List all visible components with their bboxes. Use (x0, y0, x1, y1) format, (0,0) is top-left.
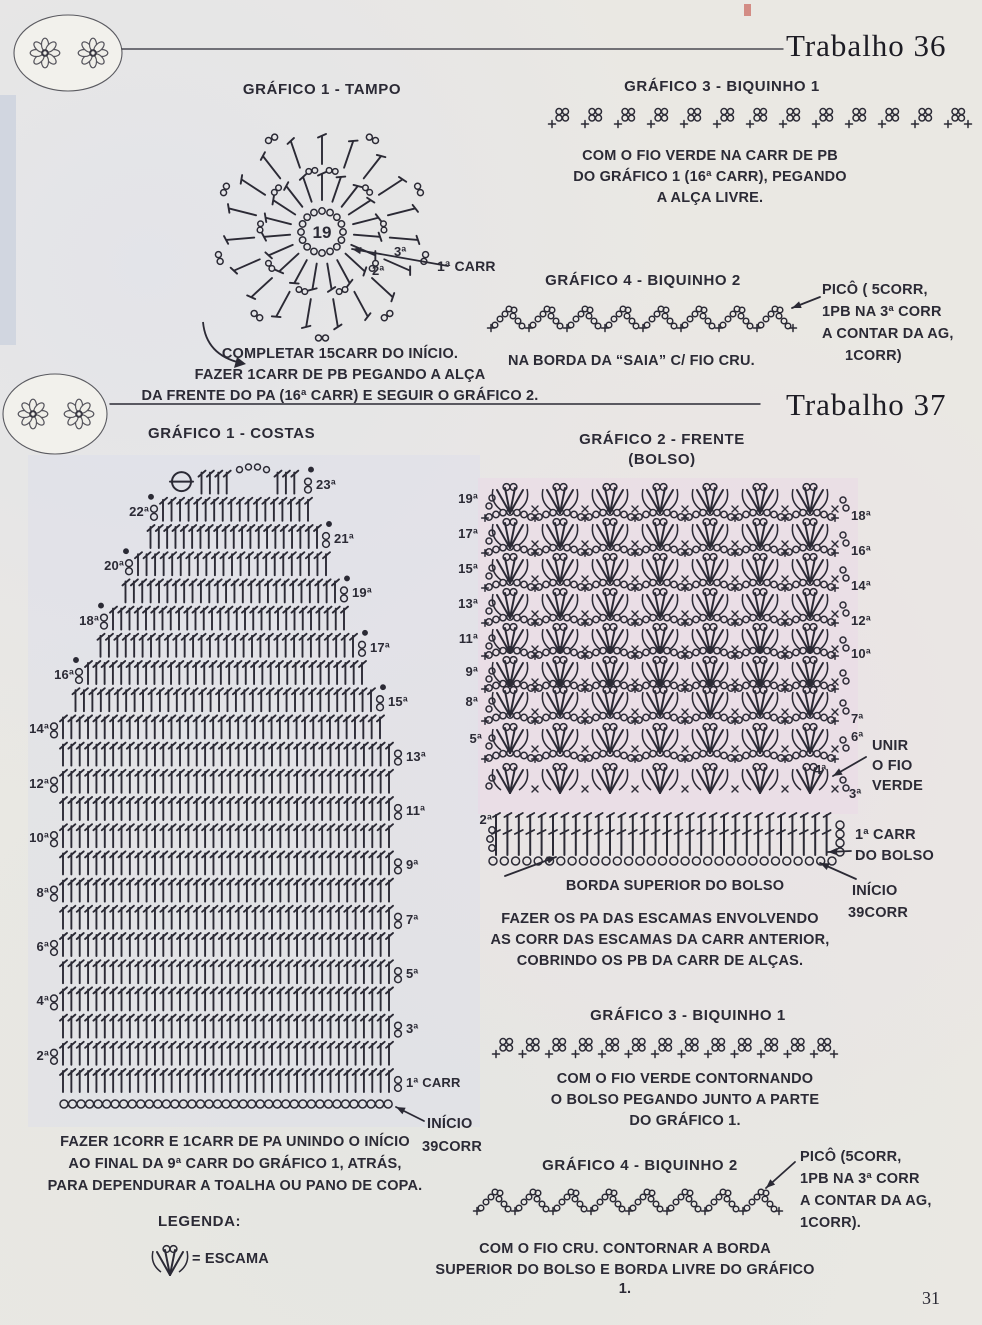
t36-tampo-note-1: COMPLETAR 15CARR DO INÍCIO. (221, 346, 459, 362)
costas-row-label: 20ª (104, 558, 124, 574)
frente-row-label: 12ª (851, 613, 871, 628)
costas-row-label: 11ª (406, 803, 426, 818)
frente-row-label: 8ª (465, 694, 478, 709)
t36-grafico1-title: GRÁFICO 1 - TAMPO (242, 81, 402, 98)
trabalho36-title: Trabalho 36 (786, 28, 947, 63)
t37-picot-note-2: 1PB NA 3ª CORR (800, 1171, 920, 1187)
t37-costas-note-3: PARA DEPENDURAR A TOALHA OU PANO DE COPA. (47, 1178, 423, 1194)
costas-row-label: 21ª (334, 531, 354, 546)
t37-grafico3-note-1: COM O FIO VERDE CONTORNANDO (556, 1071, 814, 1087)
t37-grafico2-title-1: GRÁFICO 2 - FRENTE (579, 431, 745, 448)
tampo-center-count: 19 (312, 223, 332, 242)
costas-row-label: 3ª (406, 1020, 419, 1036)
t37-grafico3-note-3: DO GRÁFICO 1. (629, 1113, 741, 1129)
t37-grafico4-note-2: SUPERIOR DO BOLSO E BORDA LIVRE DO GRÁFICO 1. (435, 1262, 815, 1297)
t37-grafico2-note-1: FAZER OS PA DAS ESCAMAS ENVOLVENDO (501, 911, 819, 927)
frente-row-label: 19ª (458, 491, 478, 506)
t36-tampo-note-2: FAZER 1CARR DE PB PEGANDO A ALÇA (194, 367, 486, 383)
t36-grafico4-title: GRÁFICO 4 - BIQUINHO 2 (545, 272, 741, 289)
t36-grafico3-note-2: DO GRÁFICO 1 (16ª CARR), PEGANDO (573, 169, 847, 185)
t37-grafico2-note-3: COBRINDO OS PB DA CARR DE ALÇAS. (516, 953, 804, 969)
t37-grafico4-title: GRÁFICO 4 - BIQUINHO 2 (542, 1157, 738, 1174)
frente-row-label: 4ª (814, 762, 827, 777)
t36-tampo-note-3: DA FRENTE DO PA (16ª CARR) E SEGUIR O GRÁFICO 2. (141, 388, 539, 404)
frente-row-label: 3ª (849, 786, 862, 801)
t36-biquinho1-row (549, 109, 972, 128)
t37-picot-note-3: A CONTAR DA AG, (800, 1193, 932, 1209)
frente-row-label: 7ª (851, 711, 864, 726)
t36-tampo-label-2a: 2ª (372, 263, 385, 278)
costas-row-label: 22ª (129, 503, 149, 519)
costas-row-label: 15ª (388, 694, 408, 710)
t36-picot-note-1: PICÔ ( 5CORR, (822, 282, 928, 298)
frente-row-label: 6ª (851, 729, 864, 744)
frente-row-label: 17ª (458, 526, 478, 541)
frente-row-label: 10ª (851, 646, 871, 661)
t37-costas-inicio-2: 39CORR (422, 1139, 483, 1155)
costas-row-label: 23ª (316, 476, 336, 492)
t37-biquinho1-row (493, 1039, 838, 1058)
t36-grafico3-note-3: A ALÇA LIVRE. (656, 190, 764, 206)
frente-row-label: 18ª (851, 508, 871, 523)
t37-frente-inicio-2: 39CORR (848, 905, 909, 921)
costas-row-label: 13ª (406, 748, 426, 764)
t36-tampo-label-1carr: 1ª CARR (437, 258, 496, 274)
frente-row-label: 15ª (458, 561, 478, 576)
frente-row-label: 9ª (465, 664, 478, 679)
frente-row-label: 14ª (851, 578, 871, 593)
t36-picot-note-4: 1CORR) (845, 348, 902, 364)
t37-costas-inicio-1: INÍCIO (427, 1116, 473, 1132)
t37-frente-unir-3: VERDE (872, 778, 923, 794)
t37-grafico1-title: GRÁFICO 1 - COSTAS (148, 425, 316, 442)
t37-frente-borda-label: BORDA SUPERIOR DO BOLSO (565, 878, 785, 894)
costas-row-label: 2ª (36, 1047, 49, 1063)
costas-row-label: 1ª CARR (406, 1075, 461, 1090)
costas-row-label: 19ª (352, 585, 372, 601)
t37-frente-inicio-1: INÍCIO (852, 883, 898, 899)
t37-grafico3-title: GRÁFICO 3 - BIQUINHO 1 (590, 1007, 786, 1024)
t37-picot-note-4: 1CORR). (800, 1215, 862, 1231)
t37-grafico4-note-1: COM O FIO CRU. CONTORNAR A BORDA (479, 1241, 771, 1257)
t37-grafico3-note-2: O BOLSO PEGANDO JUNTO A PARTE (550, 1092, 820, 1108)
costas-row-label: 7ª (406, 911, 419, 927)
costas-row-label: 16ª (54, 667, 74, 682)
t37-grafico2-note-2: AS CORR DAS ESCAMAS DA CARR ANTERIOR, (490, 932, 830, 948)
costas-row-label: 4ª (36, 993, 49, 1009)
legend-title: LEGENDA: (158, 1213, 242, 1230)
tampo-diagram (203, 134, 448, 368)
t37-frente-unir-1: UNIR (872, 738, 909, 754)
frente-row-label: 16ª (851, 543, 871, 558)
t37-frente-unir-2: O FIO (872, 758, 913, 774)
page-number: 31 (922, 1288, 940, 1308)
frente-row-label: 5ª (469, 731, 482, 746)
frente-row-label: 2ª (479, 812, 492, 827)
frente-diagram (482, 484, 866, 879)
costas-row-label: 10ª (29, 830, 49, 846)
costas-row-label: 9ª (406, 857, 419, 873)
t37-picot-note-1: PICÔ (5CORR, (800, 1149, 902, 1165)
t37-costas-note-2: AO FINAL DA 9ª CARR DO GRÁFICO 1, ATRÁS, (68, 1156, 402, 1172)
t36-grafico3-note-1: COM O FIO VERDE NA CARR DE PB (582, 148, 838, 164)
costas-row-label: 6ª (36, 939, 49, 954)
t37-grafico2-title-2: (BOLSO) (628, 451, 696, 468)
t36-picot-note-3: A CONTAR DA AG, (822, 326, 954, 342)
frente-row-label: 11ª (458, 631, 478, 646)
costas-row-label: 17ª (370, 639, 390, 655)
costas-row-label: 14ª (29, 721, 49, 737)
t36-tampo-label-3a: 3ª (394, 244, 407, 259)
t37-costas-note-1: FAZER 1CORR E 1CARR DE PA UNINDO O INÍCIO (60, 1134, 410, 1150)
costas-row-label: 8ª (36, 884, 49, 900)
legend-escama-icon (152, 1246, 187, 1275)
t37-frente-carrbolso-1: 1ª CARR (855, 827, 916, 843)
t36-biquinho2-row (488, 297, 821, 332)
costas-row-label: 5ª (406, 966, 419, 982)
t36-grafico4-note: NA BORDA DA “SAIA” C/ FIO CRU. (508, 353, 755, 369)
t37-frente-carrbolso-2: DO BOLSO (855, 848, 934, 864)
frente-row-label: 13ª (458, 596, 478, 611)
trabalho37-title: Trabalho 37 (786, 387, 947, 422)
t36-picot-note-2: 1PB NA 3ª CORR (822, 304, 942, 320)
costas-row-label: 12ª (29, 775, 49, 791)
t36-grafico3-title: GRÁFICO 3 - BIQUINHO 1 (624, 78, 820, 95)
legend-escama-label: = ESCAMA (192, 1251, 269, 1267)
costas-row-label: 18ª (79, 612, 99, 628)
